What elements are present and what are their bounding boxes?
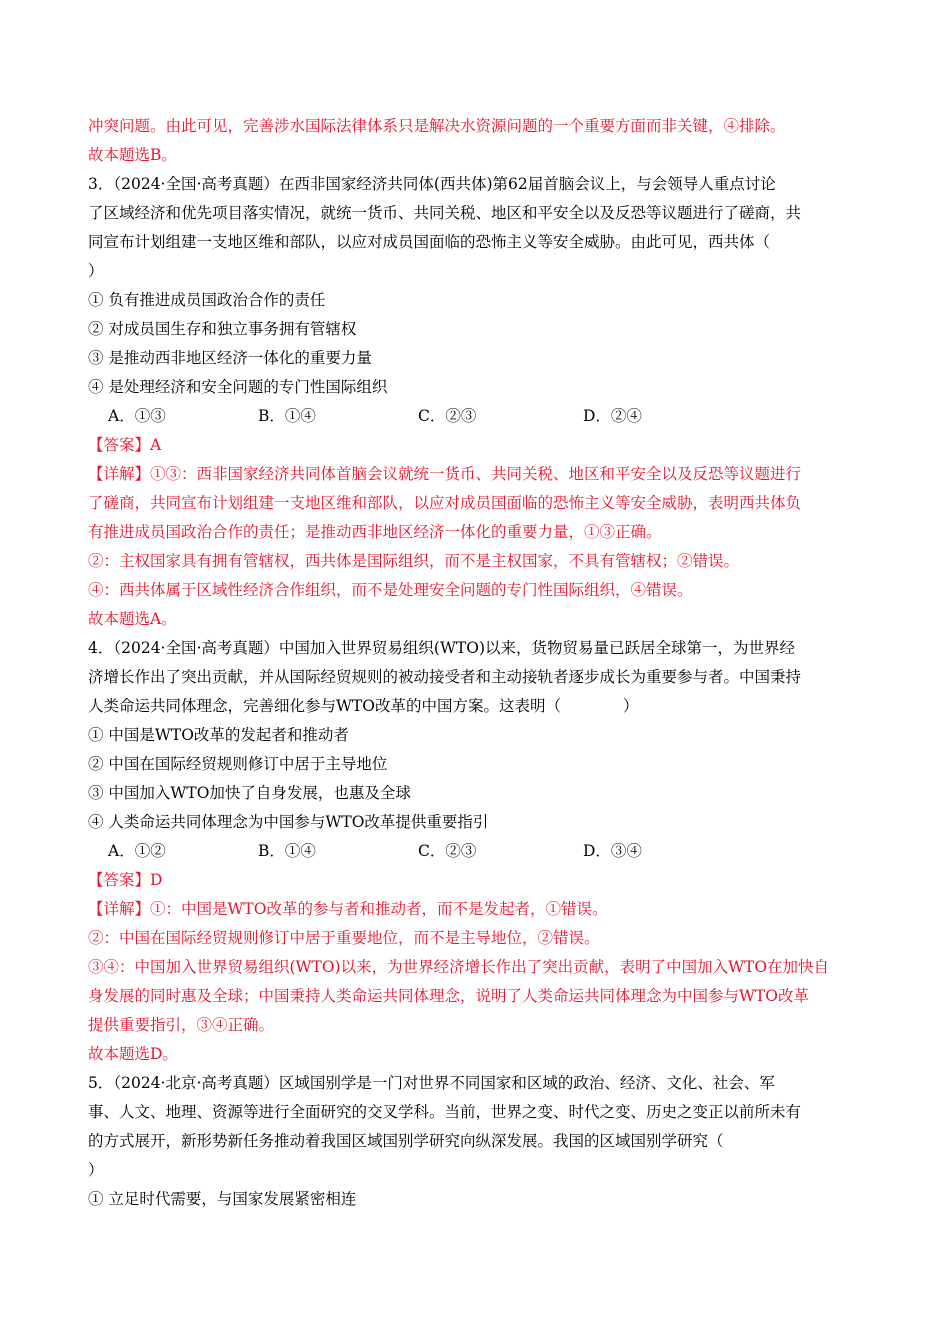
q4-analysis-line: 【详解】①：中国是WTO改革的参与者和推动者，而不是发起者，①错误。 [88, 900, 608, 918]
q5-stem-line: 事、人文、地理、资源等进行全面研究的交叉学科。当前，世界之变、时代之变、历史之变正以前所未有 [88, 1103, 802, 1121]
q3-conclusion: 故本题选A。 [88, 610, 177, 628]
q3-statement: ① 负有推进成员国政治合作的责任 [88, 291, 326, 309]
q4-analysis-line: 身发展的同时惠及全球；中国秉持人类命运共同体理念，说明了人类命运共同体理念为中国参与WTO改革 [88, 987, 809, 1005]
q4-option-a: A．①② [108, 842, 166, 860]
q4-option-b: B．①④ [258, 842, 316, 860]
q4-option-c: C．②③ [418, 842, 477, 860]
q3-analysis-line: ④：西共体属于区域性经济合作组织，而不是处理安全问题的专门性国际组织，④错误。 [88, 581, 693, 599]
q4-analysis-line: 提供重要指引，③④正确。 [88, 1016, 275, 1034]
q4-analysis-line: ③④：中国加入世界贸易组织(WTO)以来，为世界经济增长作出了突出贡献，表明了中国加入WTO在加快自 [88, 958, 830, 976]
q3-stem-line: 了区域经济和优先项目落实情况，就统一货币、共同关税、地区和平安全以及反恐等议题进行了磋商，共 [88, 204, 802, 222]
q5-stem-line: 5．（2024·北京·高考真题）区域国别学是一门对世界不同国家和区域的政治、经济、文化、社会、军 [88, 1074, 775, 1092]
q4-stem-line: 人类命运共同体理念，完善细化参与WTO改革的中国方案。这表明（ ） [88, 697, 639, 715]
q3-stem-line: 3．（2024·全国·高考真题）在西非国家经济共同体(西共体)第62届首脑会议上，与会领导人重点讨论 [88, 175, 776, 193]
q4-statement: ② 中国在国际经贸规则修订中居于主导地位 [88, 755, 388, 773]
q3-statement: ③ 是推动西非地区经济一体化的重要力量 [88, 349, 372, 367]
q3-statement: ④ 是处理经济和安全问题的专门性国际组织 [88, 378, 388, 396]
q4-statement: ① 中国是WTO改革的发起者和推动者 [88, 726, 349, 744]
q3-analysis-line: 有推进成员国政治合作的责任；是推动西非地区经济一体化的重要力量，①③正确。 [88, 523, 662, 541]
prev-conclusion: 故本题选B。 [88, 146, 177, 164]
q4-analysis-line: ②：中国在国际经贸规则修订中居于重要地位，而不是主导地位，②错误。 [88, 929, 600, 947]
q4-statement: ③ 中国加入WTO加快了自身发展，也惠及全球 [88, 784, 411, 802]
prev-analysis-end: 冲突问题。由此可见，完善涉水国际法律体系只是解决水资源问题的一个重要方面而非关键，④排除。 [88, 117, 786, 135]
q3-option-c: C．②③ [418, 407, 477, 425]
q3-option-b: B．①④ [258, 407, 316, 425]
q5-statement: ① 立足时代需要，与国家发展紧密相连 [88, 1190, 357, 1208]
q3-stem-line: ） [88, 262, 104, 280]
q3-option-d: D．②④ [583, 407, 642, 425]
q4-answer: 【答案】D [88, 871, 163, 889]
q3-option-a: A．①③ [108, 407, 166, 425]
q4-statement: ④ 人类命运共同体理念为中国参与WTO改革提供重要指引 [88, 813, 489, 831]
q3-answer: 【答案】A [88, 436, 162, 454]
q4-stem-line: 济增长作出了突出贡献，并从国际经贸规则的被动接受者和主动接轨者逐步成长为重要参与者。中国秉持 [88, 668, 802, 686]
q4-conclusion: 故本题选D。 [88, 1045, 178, 1063]
q3-stem-line: 同宣布计划组建一支地区维和部队，以应对成员国面临的恐怖主义等安全威胁。由此可见，西共体（ [88, 233, 771, 251]
q5-stem-line: ） [88, 1161, 104, 1179]
q3-analysis-line: ②：主权国家具有拥有管辖权，西共体是国际组织，而不是主权国家，不具有管辖权；②错误。 [88, 552, 740, 570]
q3-analysis-line: 了磋商，共同宣布计划组建一支地区维和部队，以应对成员国面临的恐怖主义等安全威胁，表明西共体负 [88, 494, 802, 512]
q4-stem-line: 4．（2024·全国·高考真题）中国加入世界贸易组织(WTO)以来，货物贸易量已跃居全球第一，为世界经 [88, 639, 795, 657]
q3-analysis-line: 【详解】①③：西非国家经济共同体首脑会议就统一货币、共同关税、地区和平安全以及反恐等议题进行 [88, 465, 802, 483]
q3-statement: ② 对成员国生存和独立事务拥有管辖权 [88, 320, 357, 338]
q5-stem-line: 的方式展开，新形势新任务推动着我国区域国别学研究向纵深发展。我国的区域国别学研究（ [88, 1132, 724, 1150]
q4-option-d: D．③④ [583, 842, 642, 860]
